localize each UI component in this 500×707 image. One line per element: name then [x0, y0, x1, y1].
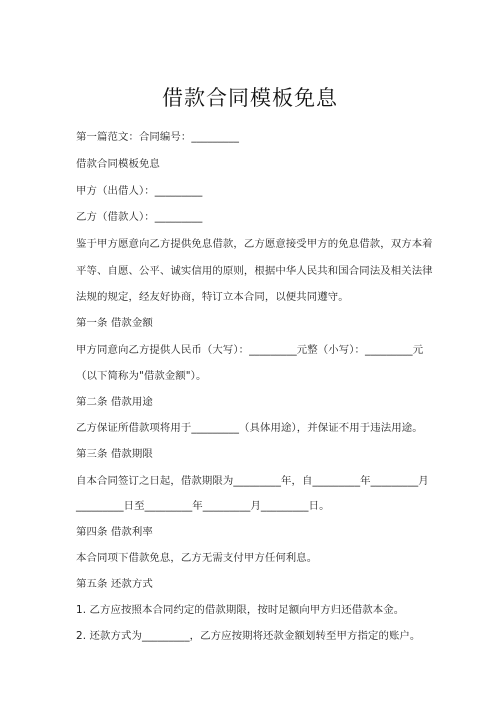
contract-number-line: 第一篇范文：合同编号：_________ — [76, 131, 240, 143]
article-2-heading: 第二条 借款用途 — [76, 396, 153, 408]
document-title: 借款合同模板免息 — [162, 86, 338, 110]
article-5-item-1: 1. 乙方应按照本合同约定的借款期限，按时足额向甲方归还借款本金。 — [76, 604, 405, 616]
article-1-heading: 第一条 借款金额 — [76, 317, 153, 329]
article-4-heading: 第四条 借款利率 — [76, 526, 153, 538]
subtitle-line: 借款合同模板免息 — [76, 158, 160, 170]
article-4-text: 本合同项下借款免息，乙方无需支付甲方任何利息。 — [76, 552, 318, 564]
article-3-heading: 第三条 借款期限 — [76, 448, 153, 460]
article-2-text: 乙方保证所借款项将用于_________（具体用途），并保证不用于违法用途。 — [76, 422, 423, 434]
party-a-line: 甲方（出借人）：_________ — [76, 185, 203, 197]
article-3-text-2: _________日至_________年_________月_________日。 — [76, 500, 330, 512]
party-b-line: 乙方（借款人）：_________ — [76, 211, 203, 223]
preamble-line-2: 平等、自愿、公平、诚实信用的原则，根据中华人民共和国合同法及相关法律 — [76, 265, 433, 277]
article-5-heading: 第五条 还款方式 — [76, 578, 153, 590]
article-3-text-1: 自本合同签订之日起，借款期限为_________年，自_________年_________月 — [76, 475, 429, 487]
article-5-item-2: 2. 还款方式为_________，乙方应按期将还款金额划转至甲方指定的账户。 — [76, 630, 421, 642]
preamble-line-1: 鉴于甲方愿意向乙方提供免息借款，乙方愿意接受甲方的免息借款，双方本着 — [76, 238, 433, 250]
article-1-text-1: 甲方同意向乙方提供人民币（大写）：_________元整（小写）：_________元 — [76, 344, 424, 356]
preamble-line-3: 法规的规定，经友好协商，特订立本合同，以便共同遵守。 — [76, 291, 349, 303]
article-1-text-2: （以下简称为"借款金额"）。 — [76, 370, 207, 382]
